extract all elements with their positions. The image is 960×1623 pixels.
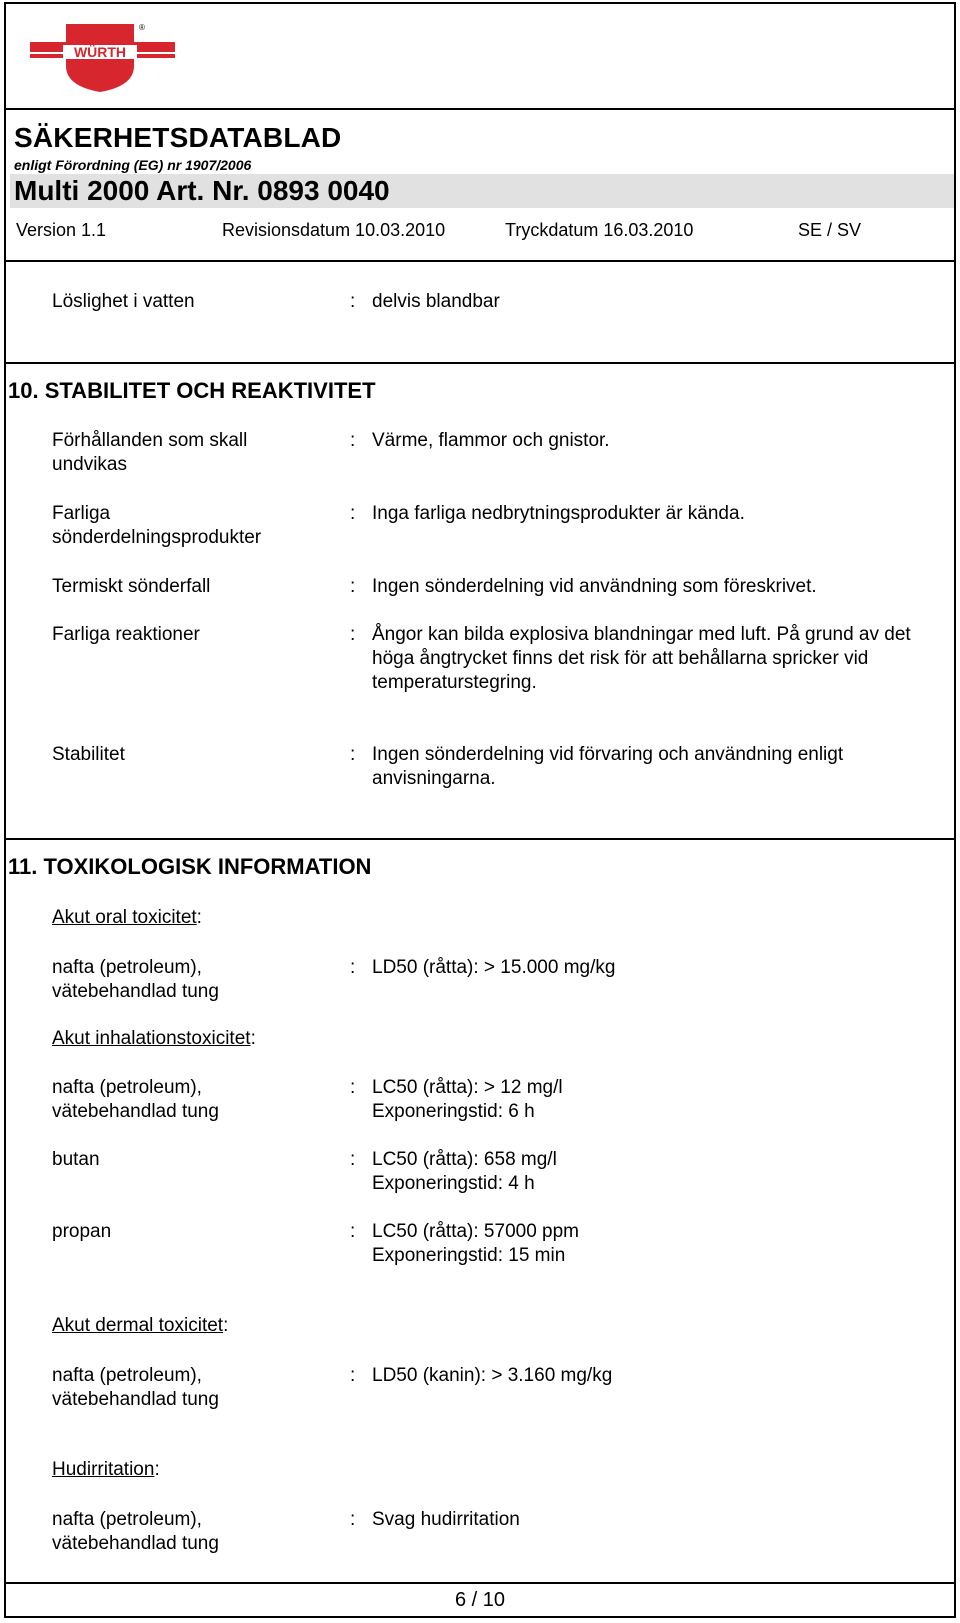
hazardous-reactions-label: Farliga reaktioner: [52, 624, 200, 645]
colon: :: [350, 1077, 356, 1098]
oral-substance-label: nafta (petroleum), vätebehandlad tung: [52, 957, 219, 1002]
butane-exposure-line: Exponeringstid: 4 h: [372, 1173, 535, 1194]
inhalation-substance-label: nafta (petroleum), vätebehandlad tung: [52, 1077, 219, 1122]
colon: :: [350, 957, 356, 978]
propane-exposure-line: Exponeringstid: 15 min: [372, 1245, 566, 1266]
dermal-value: LD50 (kanin): > 3.160 mg/kg: [372, 1365, 613, 1386]
skin-value: Svag hudirritation: [372, 1509, 520, 1530]
oral-value: LD50 (råtta): > 15.000 mg/kg: [372, 957, 616, 978]
inhalation-exposure-line: Exponeringstid: 6 h: [372, 1101, 535, 1122]
colon: :: [350, 1221, 356, 1242]
thermal-decomposition-label: Termiskt sönderfall: [52, 576, 211, 597]
colon: :: [350, 503, 356, 524]
hazardous-reactions-value: Ångor kan bilda explosiva blandningar med luft. På grund av det höga ångtrycket finns det risk för att behållarna spricker vid temperaturstegring.: [372, 624, 911, 693]
colon: :: [350, 576, 356, 597]
inhalation-value: [372, 1076, 932, 1124]
butane-value: [372, 1148, 932, 1196]
page-number: 6 / 10: [454, 1589, 506, 1611]
locale-text: SE / SV: [798, 220, 862, 240]
inhalation-value-line: LC50 (råtta): > 12 mg/l: [372, 1077, 563, 1098]
conditions-avoid-value: Värme, flammor och gnistor.: [372, 430, 610, 451]
colon: :: [350, 1509, 356, 1530]
butane-label: butan: [52, 1149, 100, 1170]
stability-value: Ingen sönderdelning vid förvaring och användning enligt anvisningarna.: [372, 744, 844, 789]
oral-toxicity-heading: Akut oral toxicitet:: [52, 907, 202, 928]
colon: :: [350, 291, 356, 312]
decomposition-products-value: Inga farliga nedbrytningsprodukter är kända.: [372, 503, 745, 524]
colon: :: [350, 1365, 356, 1386]
decomposition-products-label: Farliga sönderdelningsprodukter: [52, 503, 262, 548]
revision-date: Revisionsdatum 10.03.2010: [222, 220, 446, 240]
dermal-toxicity-heading: Akut dermal toxicitet:: [52, 1315, 229, 1336]
propane-value-line: LC50 (råtta): 57000 ppm: [372, 1221, 580, 1242]
dermal-substance-label: nafta (petroleum), vätebehandlad tung: [52, 1365, 219, 1410]
header-bottom-rule: [6, 260, 954, 262]
colon: :: [350, 430, 356, 451]
document-title: SÄKERHETSDATABLAD: [14, 122, 342, 153]
version-text: Version 1.1: [16, 220, 107, 240]
thermal-decomposition-value: Ingen sönderdelning vid användning som föreskrivet.: [372, 576, 817, 597]
colon: :: [350, 744, 356, 765]
propane-value: [372, 1220, 932, 1268]
print-date: Tryckdatum 16.03.2010: [505, 220, 694, 240]
butane-value-line: LC50 (råtta): 658 mg/l: [372, 1149, 557, 1170]
header-top-rule: [6, 108, 954, 110]
document-subtitle: enligt Förordning (EG) nr 1907/2006: [14, 157, 252, 173]
logo-text: WÜRTH: [73, 44, 127, 60]
solubility-label: Löslighet i vatten: [52, 291, 195, 312]
skin-irritation-heading: Hudirritation:: [52, 1459, 160, 1480]
colon: :: [350, 624, 356, 645]
conditions-avoid-label: Förhållanden som skall undvikas: [52, 430, 248, 475]
colon: :: [350, 1149, 356, 1170]
inhalation-toxicity-heading: Akut inhalationstoxicitet:: [52, 1028, 256, 1049]
propane-label: propan: [52, 1221, 112, 1242]
stability-label: Stabilitet: [52, 744, 125, 765]
solubility-value: delvis blandbar: [372, 291, 500, 312]
section-10-rule: [6, 362, 954, 364]
product-title: Multi 2000 Art. Nr. 0893 0040: [14, 175, 390, 206]
wurth-logo: [30, 20, 175, 95]
footer-rule: [6, 1582, 954, 1584]
section-10-title: 10. STABILITET OCH REAKTIVITET: [8, 378, 376, 403]
section-11-rule: [6, 838, 954, 840]
section-11-title: 11. TOXIKOLOGISK INFORMATION: [8, 854, 372, 879]
skin-substance-label: nafta (petroleum), vätebehandlad tung: [52, 1509, 219, 1554]
registered-mark: ®: [139, 23, 145, 32]
